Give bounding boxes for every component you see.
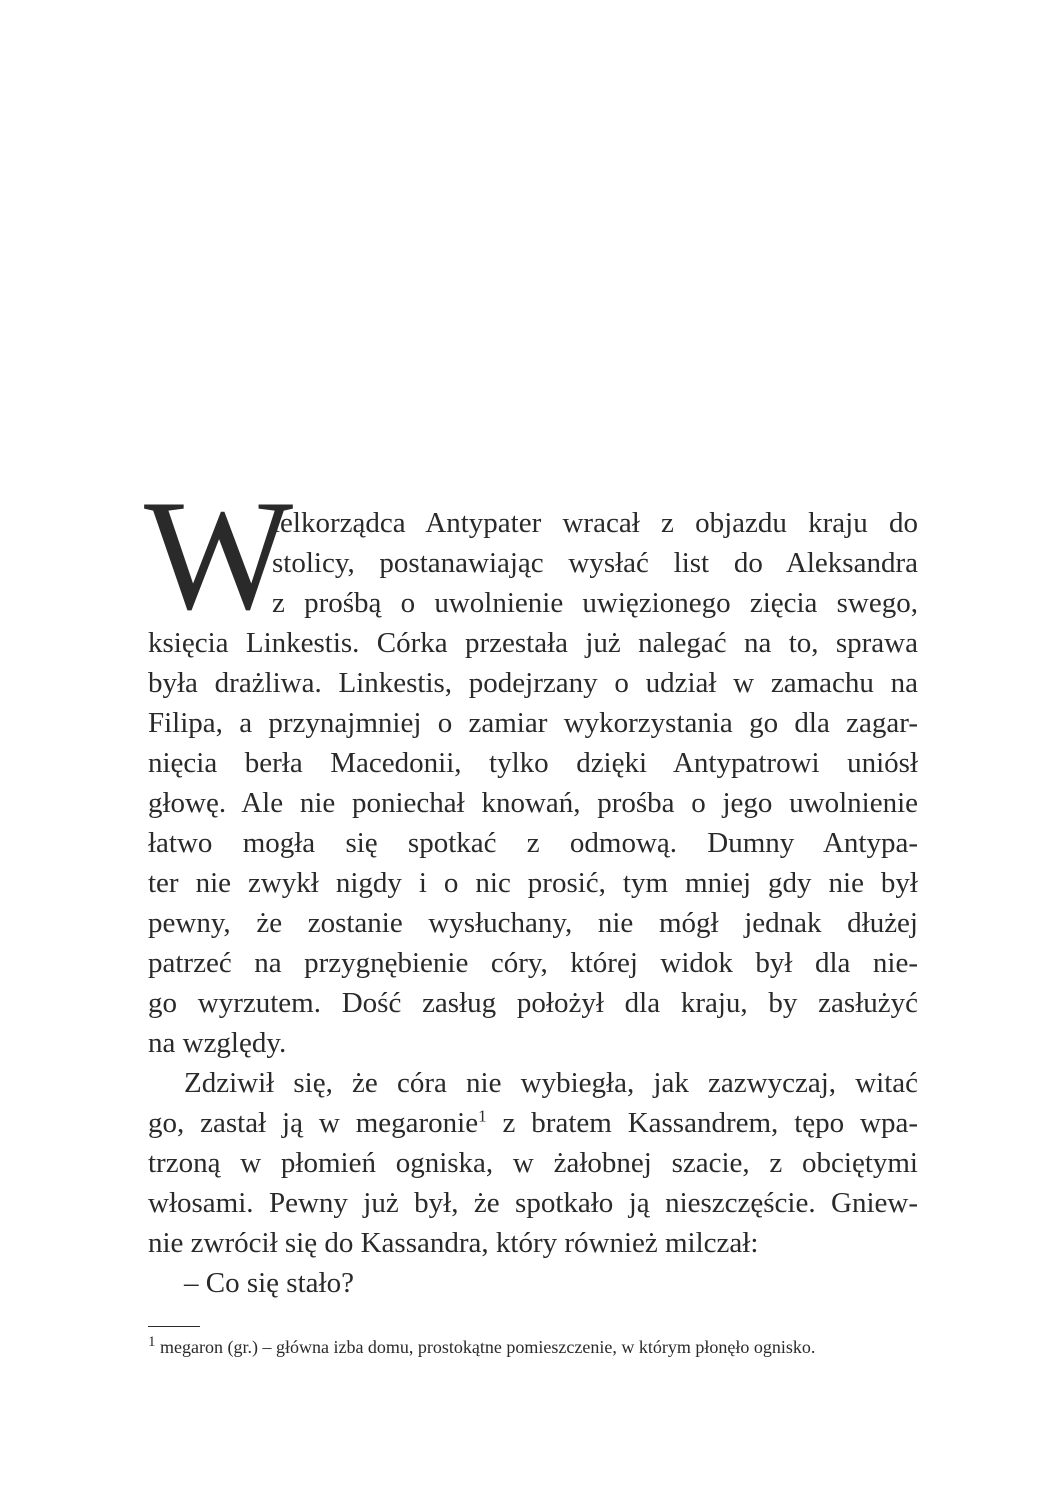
text-line: łatwo mogła się spotkać z odmową. Dumny Antypa- <box>148 827 918 859</box>
text-line-with-footnote <box>148 1103 918 1143</box>
footnote-divider <box>148 1326 200 1327</box>
drop-cap: W <box>144 468 290 643</box>
text-line: ter nie zwykł nigdy i o nic prosić, tym mniej gdy nie był <box>148 867 918 899</box>
footnote <box>148 1335 918 1359</box>
footnote-number: 1 <box>148 1334 156 1350</box>
text-fragment: z bratem Kassandrem, tępo wpa- <box>486 1107 918 1139</box>
text-line: nie zwrócił się do Kassandra, który również milczał: <box>148 1227 759 1259</box>
footnote-text: megaron (gr.) – główna izba domu, prostokątne pomieszczenie, w którym płonęło ognisko. <box>155 1337 816 1357</box>
text-line: na względy. <box>148 1027 287 1059</box>
text-line: Filipa, a przynajmniej o zamiar wykorzystania go dla zagar- <box>148 707 918 739</box>
text-line: Zdziwił się, że córa nie wybiegła, jak zazwyczaj, witać <box>184 1067 918 1099</box>
text-fragment: go, zastał ją w megaronie <box>148 1107 479 1139</box>
text-line: stolicy, postanawiając wysłać list do Aleksandra <box>272 547 918 579</box>
text-line: trzoną w płomień ogniska, w żałobnej szacie, z obciętymi <box>148 1147 918 1179</box>
text-line: go wyrzutem. Dość zasług położył dla kraju, by zasłużyć <box>148 987 918 1019</box>
text-line: głowę. Ale nie poniechał knowań, prośba o jego uwolnienie <box>148 787 918 819</box>
text-line: ielkorządca Antypater wracał z objazdu kraju do <box>272 507 918 539</box>
text-line: z prośbą o uwolnienie uwięzionego zięcia swego, <box>272 587 918 619</box>
text-line: była drażliwa. Linkestis, podejrzany o udział w zamachu na <box>148 667 918 699</box>
footnote-reference[interactable]: 1 <box>478 1106 487 1126</box>
text-line: patrzeć na przygnębienie córy, której widok był dla nie- <box>148 947 918 979</box>
body-text <box>148 503 918 1303</box>
text-line: włosami. Pewny już był, że spotkało ją nieszczęście. Gniew- <box>148 1187 918 1219</box>
text-line: księcia Linkestis. Córka przestała już nalegać na to, sprawa <box>148 627 918 659</box>
dialogue-line: – Co się stało? <box>184 1267 354 1299</box>
text-line: pewny, że zostanie wysłuchany, nie mógł jednak dłużej <box>148 907 918 939</box>
text-line: nięcia berła Macedonii, tylko dzięki Antypatrowi uniósł <box>148 747 918 779</box>
